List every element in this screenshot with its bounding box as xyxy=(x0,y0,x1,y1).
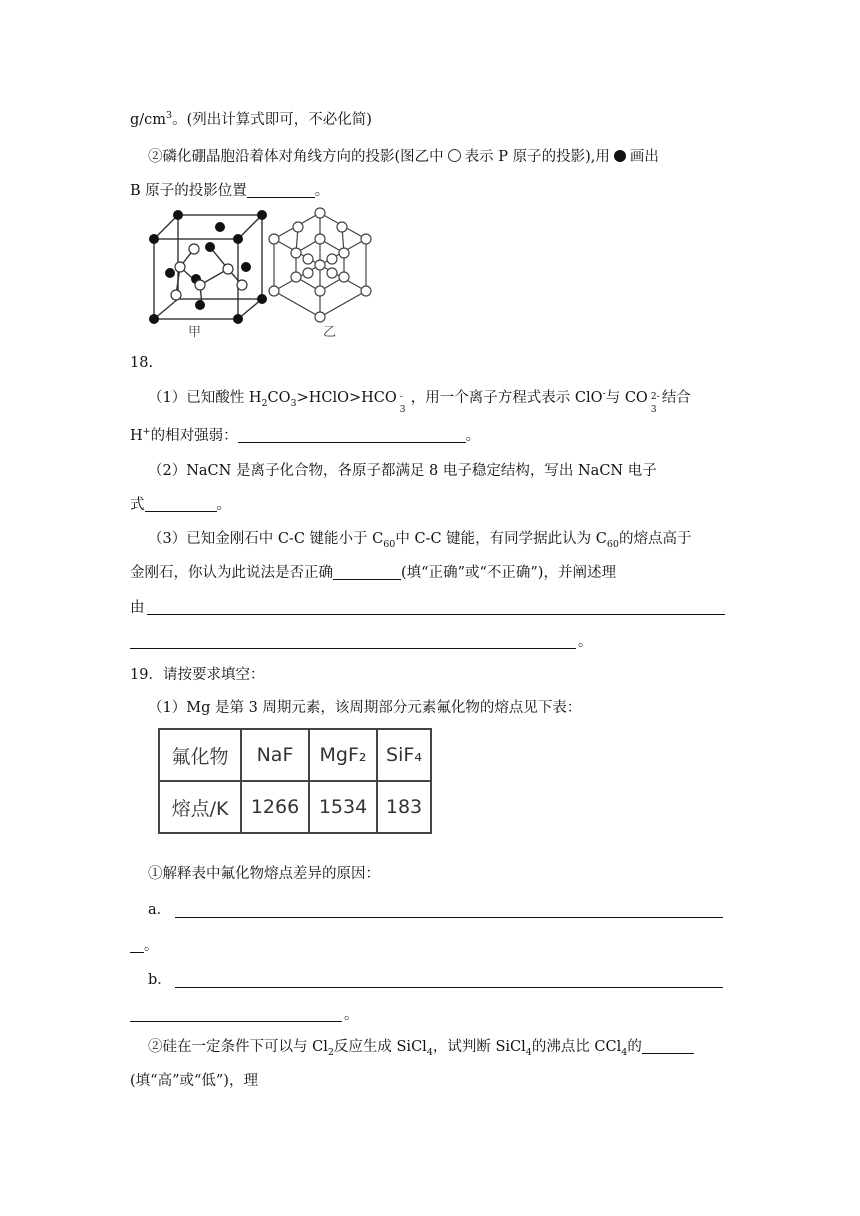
q19-a-continue: 。 xyxy=(130,936,159,956)
filled-circle-icon xyxy=(614,150,626,162)
q18-part3-line2: 金刚石，你认为此说法是否正确 (填“正确”或“不正确”)，并阐述理 xyxy=(130,565,616,581)
q19-sub1: ①解释表中氟化物熔点差异的原因： xyxy=(148,866,380,882)
q18-part1-line2: H+的相对强弱： 。 xyxy=(130,426,481,444)
table-row xyxy=(159,781,431,833)
table-row xyxy=(159,729,431,781)
q19-a-label: a． xyxy=(148,902,172,918)
q18-part1-line1: （1）已知酸性 $H_2CO_3>HClO>HCO$ - 3 ，用一个离子方程式表示 ClO-与 CO 2- 3 结合 xyxy=(148,388,691,415)
q18-part3-line3: 由 xyxy=(130,600,145,616)
q19-b-label: b． xyxy=(148,972,172,988)
figure-yi-projection xyxy=(268,205,380,325)
answer-blank[interactable] xyxy=(238,427,466,443)
q17-line3: B 原子的投影位置 。 xyxy=(130,183,330,199)
figure-jia-crystal-cell xyxy=(140,205,270,345)
table-cell: 183 xyxy=(377,781,431,833)
answer-blank[interactable] xyxy=(642,1038,694,1054)
q19-sub2-line1: ②硅在一定条件下可以与 $Cl_2$反应生成 SiCl$_4$，试判断 SiCl$_4$的沸点比 CCl$_4$的 xyxy=(148,1037,694,1057)
open-circle-icon xyxy=(448,149,461,162)
table-cell: 1534 xyxy=(309,781,377,833)
answer-blank[interactable] xyxy=(247,182,315,198)
q17-line2: ②磷化硼晶胞沿着体对角线方向的投影(图乙中 表示 P 原子的投影),用 画出 xyxy=(148,149,659,165)
q18-part2-line2: 式 。 xyxy=(130,497,231,513)
table-header-cell: NaF xyxy=(241,729,309,781)
table-cell: 1266 xyxy=(241,781,309,833)
answer-line-b2[interactable] xyxy=(130,1020,342,1022)
table-header-cell: SiF₄ xyxy=(377,729,431,781)
answer-line[interactable] xyxy=(147,613,725,615)
table-cell: 熔点/K xyxy=(159,781,241,833)
answer-blank[interactable] xyxy=(333,564,401,580)
q19-part1: （1）Mg 是第 3 周期元素，该周期部分元素氟化物的熔点见下表： xyxy=(148,700,582,716)
q18-part3-line1: （3）已知金刚石中 C-C 键能小于 $C_{60}$中 C-C 键能，有同学据此认为 $C_{60}$的熔点高于 xyxy=(148,531,692,550)
q19-sub2-line2: (填“高”或“低”)，理 xyxy=(130,1073,258,1089)
table-header-cell: MgF₂ xyxy=(309,729,377,781)
answer-blank[interactable] xyxy=(145,496,217,512)
answer-blank[interactable] xyxy=(130,937,144,953)
q17-line1: $g/cm^3$。(列出计算式即可，不必化简) xyxy=(130,110,372,128)
figure-yi-label: 乙 xyxy=(323,325,337,340)
table-header-cell: 氟化物 xyxy=(159,729,241,781)
q18-part2-line1: （2）NaCN 是离子化合物，各原子都满足 8 电子稳定结构，写出 NaCN 电子 xyxy=(148,463,657,479)
answer-line-a[interactable] xyxy=(175,916,723,918)
q19-number: 19．请按要求填空： xyxy=(130,667,265,683)
q18-number: 18. xyxy=(130,355,154,371)
period: 。 xyxy=(344,1007,359,1023)
fluoride-melting-point-table xyxy=(158,728,432,834)
period: 。 xyxy=(578,634,593,650)
answer-line-b[interactable] xyxy=(175,986,723,988)
answer-line[interactable] xyxy=(130,647,576,649)
figure-jia-label: 甲 xyxy=(188,325,202,340)
